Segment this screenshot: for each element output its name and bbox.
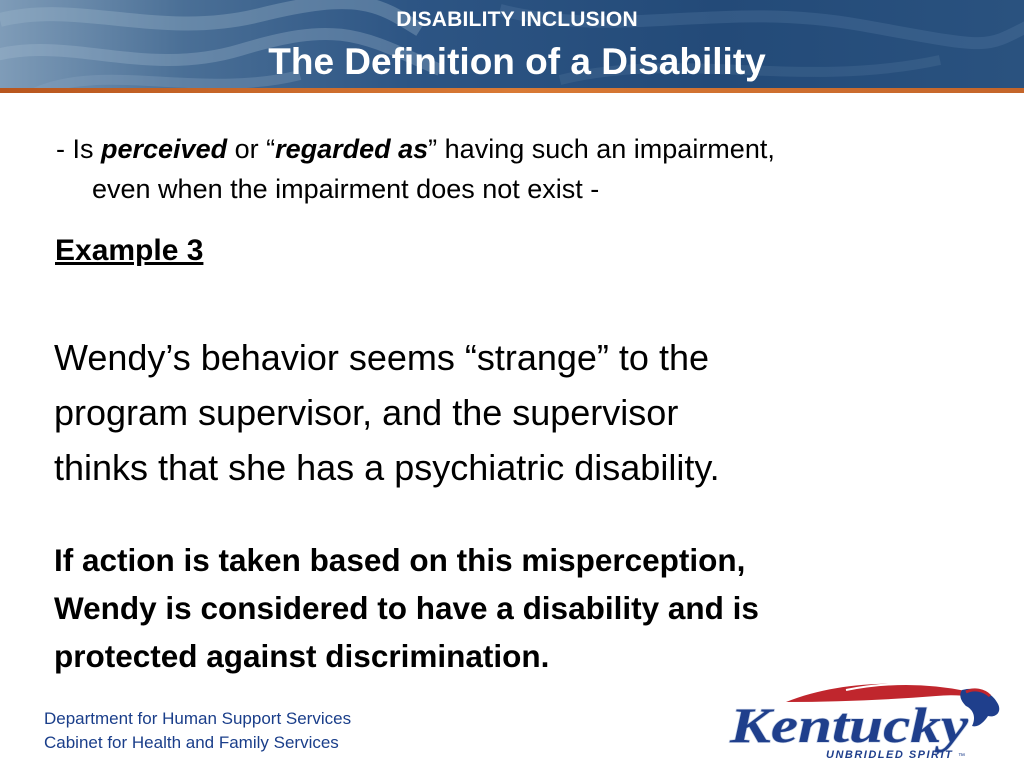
definition-bullet bbox=[56, 129, 996, 209]
logo-trademark: ™ bbox=[958, 753, 965, 760]
bullet-continuation: even when the impairment does not exist - bbox=[92, 174, 600, 204]
conclusion-line: If action is taken based on this misperception, bbox=[54, 542, 746, 578]
scenario-paragraph bbox=[54, 330, 1004, 495]
footer-line-department: Department for Human Support Services bbox=[44, 709, 352, 728]
scenario-line: Wendy’s behavior seems “strange” to the bbox=[54, 337, 709, 378]
bullet-emphasis-regarded-as: regarded as bbox=[275, 134, 429, 164]
footer-department bbox=[44, 707, 351, 755]
conclusion-paragraph bbox=[54, 536, 1014, 680]
bullet-emphasis-perceived: perceived bbox=[101, 134, 228, 164]
bullet-text: - Is bbox=[56, 134, 101, 164]
bullet-text: or “ bbox=[227, 134, 276, 164]
header-orange-rule bbox=[0, 88, 1024, 93]
logo-tagline: UNBRIDLED SPIRIT bbox=[826, 749, 954, 761]
bullet-text: ” having such an impairment, bbox=[428, 134, 775, 164]
scenario-line: thinks that she has a psychiatric disability. bbox=[54, 447, 720, 488]
conclusion-line: Wendy is considered to have a disability and is bbox=[54, 590, 759, 626]
conclusion-line: protected against discrimination. bbox=[54, 638, 550, 674]
scenario-line: program supervisor, and the supervisor bbox=[54, 392, 679, 433]
page-title: The Definition of a Disability bbox=[268, 41, 766, 82]
header-banner bbox=[0, 0, 1024, 88]
example-heading: Example 3 bbox=[55, 234, 204, 267]
header-subtitle: DISABILITY INCLUSION bbox=[396, 8, 638, 31]
logo-wordmark: Kentucky bbox=[728, 697, 969, 753]
kentucky-unbridled-spirit-logo bbox=[726, 676, 1006, 762]
footer-line-cabinet: Cabinet for Health and Family Services bbox=[44, 733, 339, 752]
